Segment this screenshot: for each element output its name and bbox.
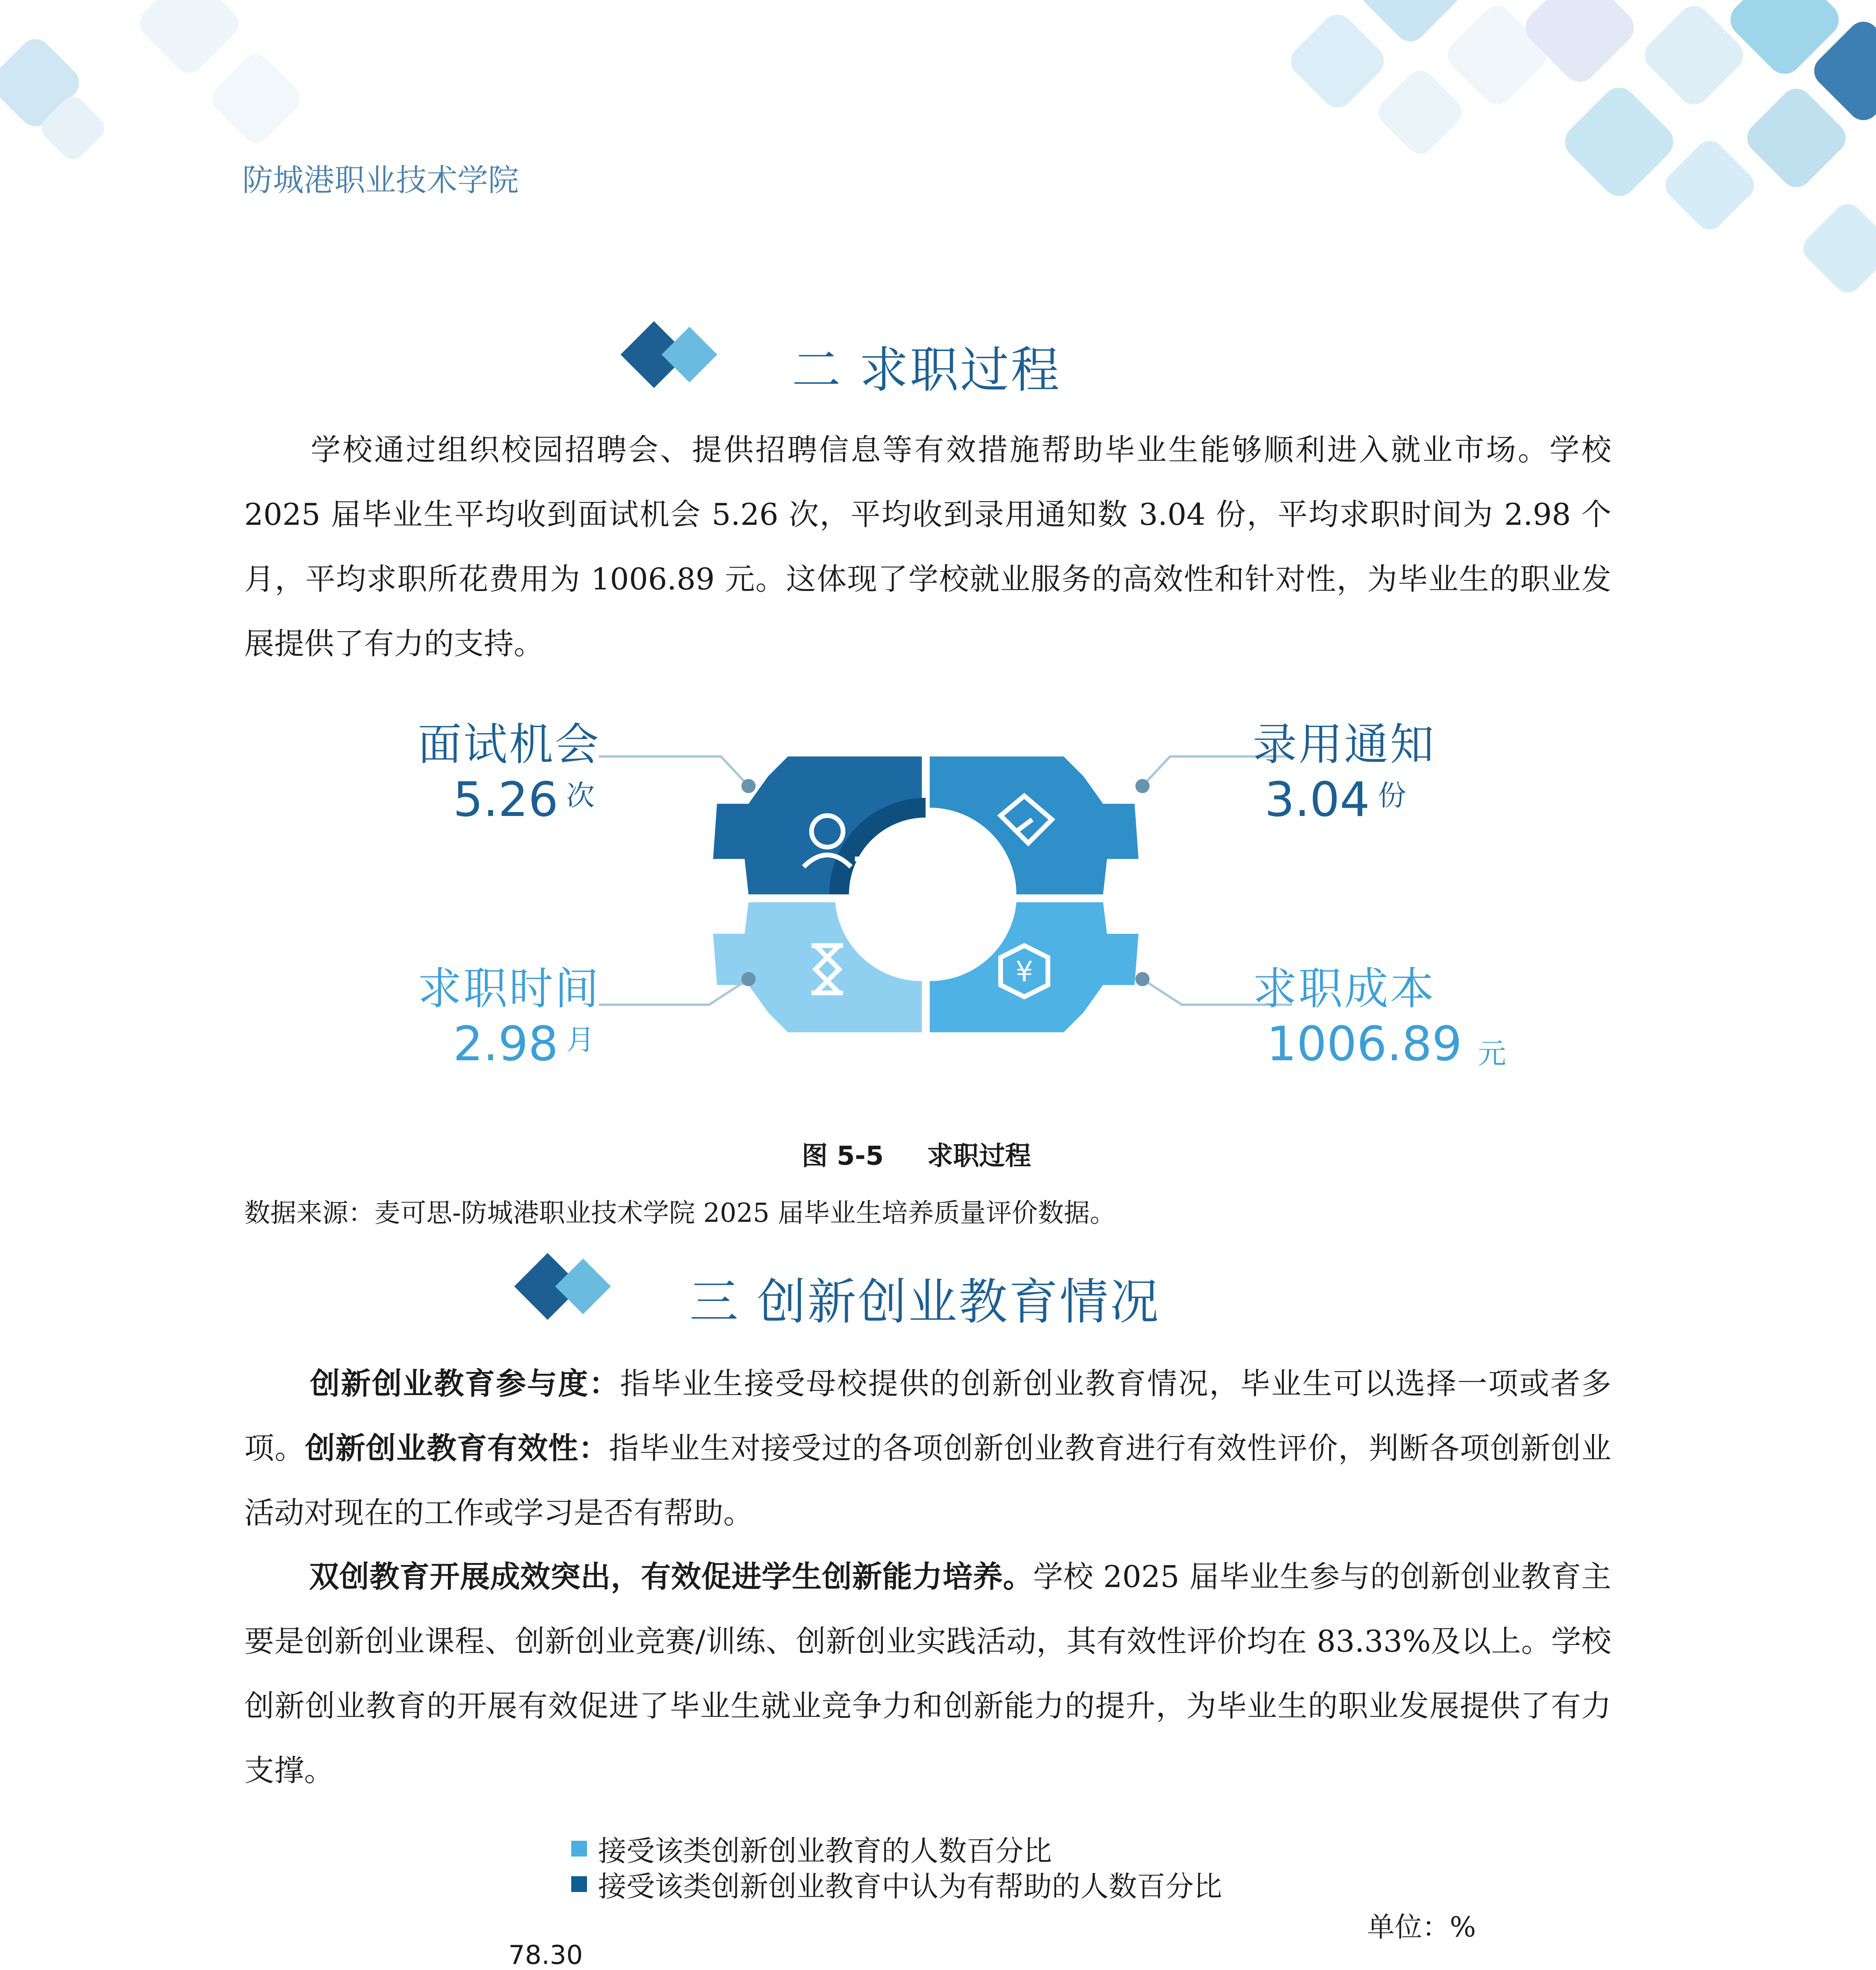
chart-unit-label: 单位：%	[1367, 1911, 1476, 1943]
effectiveness-term: 创新创业教育有效性：	[305, 1431, 609, 1466]
innovation-definition-paragraph: 创新创业教育参与度：指毕业生接受母校提供的创新创业教育情况，毕业生可以选择一项或者多项。创新创业教育有效性：指毕业生对接受过的各项创新创业教育进行有效性评价，判断各项创新创业活动对现在的工作或学习是否有帮助。	[244, 1366, 1612, 1530]
legend-item-participation	[571, 1828, 1052, 1869]
section-title-job-search: 二 求职过程	[792, 342, 1061, 399]
innovation-highlight: 双创教育开展成效突出，有效促进学生创新能力培养。	[309, 1559, 1033, 1594]
legend-item-helpful	[571, 1864, 1222, 1905]
data-source-1: 数据来源：麦可思-防城港职业技术学院 2025 届毕业生培养质量评价数据。	[244, 1198, 1116, 1228]
svg-text:¥: ¥	[1015, 955, 1033, 988]
job-search-paragraph: 学校通过组织校园招聘会、提供招聘信息等有效措施帮助毕业生能够顺利进入就业市场。学校 2025 届毕业生平均收到面试机会 5.26 次，平均收到录用通知数 3.04 份，平均求职时间为 2.98 个月，平均求职所花费用为 1006.89 元。这体现了学校就业服务的高效性和针对性，为毕业生的职业发展提供了有力的支持。	[244, 432, 1611, 661]
innovation-result-paragraph: 双创教育开展成效突出，有效促进学生创新能力培养。学校 2025 届毕业生参与的创新创业教育主要是创新创业课程、创新创业竞赛/训练、创新创业实践活动，其有效性评价均在 83.33%及以上。学校创新创业教育的开展有效促进了毕业生就业竞争力和创新能力的提升，为毕业生的职业发展提供了有力支撑。	[244, 1559, 1612, 1788]
gear-label-time	[418, 953, 600, 1072]
interview-title: 面试机会	[418, 719, 600, 770]
data-label-participation: 78.30	[508, 1940, 583, 1970]
figure-5-5-title: 求职过程	[927, 1141, 1031, 1171]
interview-unit: 次	[566, 779, 595, 812]
gear-connector-lines	[591, 749, 1300, 1044]
section-title-innovation: 三 创新创业教育情况	[689, 1274, 1161, 1331]
cost-title: 求职成本	[1253, 963, 1436, 1015]
section-diamond-icon	[615, 315, 741, 394]
time-title: 求职时间	[418, 963, 600, 1015]
legend-swatch-helpful	[571, 1876, 587, 1892]
figure-5-5-label: 图 5-5	[802, 1141, 884, 1171]
interview-value: 5.26	[453, 773, 559, 827]
offer-value: 3.04	[1265, 773, 1370, 827]
section-diamond-icon-2	[508, 1247, 634, 1326]
offer-title: 录用通知	[1253, 719, 1436, 770]
time-unit: 月	[566, 1023, 595, 1056]
legend-swatch-participation	[571, 1841, 587, 1857]
time-value: 2.98	[453, 1017, 559, 1072]
legend-label-participation: 接受该类创新创业教育的人数百分比	[598, 1834, 1052, 1868]
cost-value: 1006.89	[1267, 1017, 1462, 1072]
school-name: 防城港职业技术学院	[242, 163, 519, 198]
innovation-bar-chart	[355, 1923, 1505, 1970]
legend-label-helpful: 接受该类创新创业教育中认为有帮助的人数百分比	[598, 1870, 1222, 1903]
gear-label-interview	[418, 709, 600, 827]
gear-label-offer	[1253, 709, 1436, 827]
gear-label-cost	[1253, 953, 1506, 1072]
cost-unit: 元	[1478, 1037, 1506, 1070]
offer-unit: 份	[1378, 779, 1406, 812]
participation-term: 创新创业教育参与度：	[309, 1366, 620, 1401]
figure-5-5-caption	[802, 1135, 1031, 1172]
